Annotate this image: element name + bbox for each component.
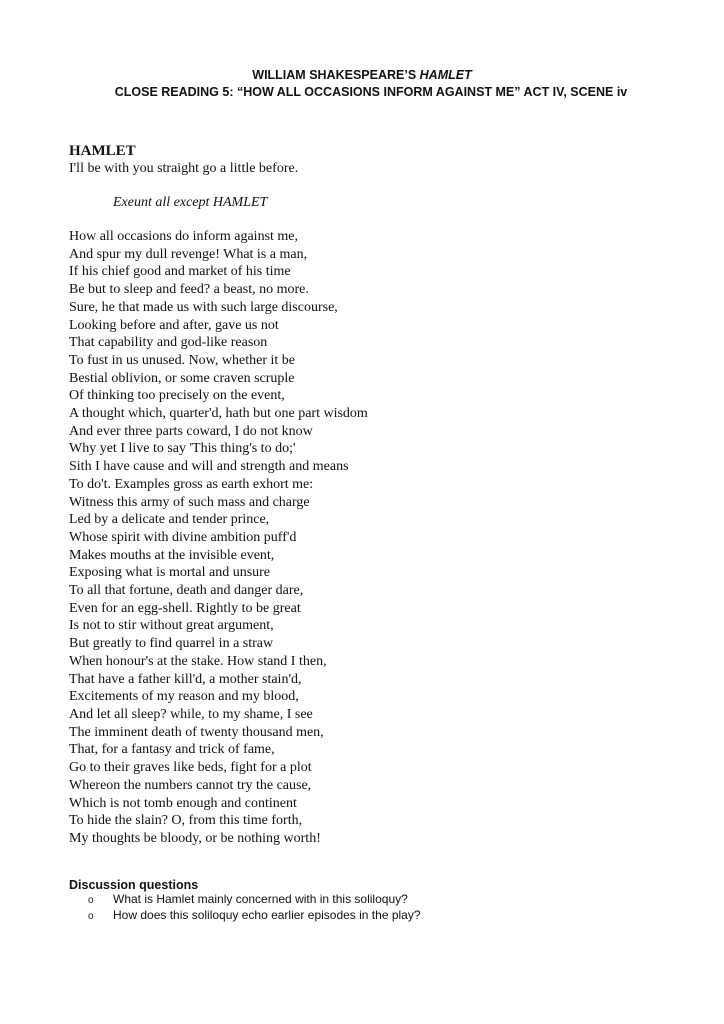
header-subtitle: CLOSE READING 5: “HOW ALL OCCASIONS INFORM AGAINST ME” ACT IV, SCENE iv: [114, 85, 628, 99]
discussion-question: [88, 908, 421, 924]
verse-line: To do't. Examples gross as earth exhort me:: [69, 476, 314, 492]
verse-line: That capability and god-like reason: [69, 335, 268, 351]
discussion-question: [88, 892, 421, 908]
stage-direction: Exeunt all except HAMLET: [113, 195, 268, 210]
verse-line: Go to their graves like beds, fight for a plot: [69, 760, 312, 776]
verse-line: The imminent death of twenty thousand men,: [69, 724, 324, 740]
header-title-line: [0, 67, 724, 84]
opening-line: I'll be with you straight go a little before.: [69, 161, 299, 176]
verse-line: Excitements of my reason and my blood,: [69, 689, 299, 705]
verse-line: Whose spirit with divine ambition puff'd: [69, 529, 297, 545]
verse-line: To hide the slain? O, from this time forth,: [69, 813, 303, 829]
question-text: How does this soliloquy echo earlier episodes in the play?: [113, 908, 421, 922]
verse-line: When honour's at the stake. How stand I then,: [69, 653, 327, 669]
verse-line: And spur my dull revenge! What is a man,: [69, 246, 308, 262]
soliloquy-verse: [69, 228, 368, 848]
verse-line: How all occasions do inform against me,: [69, 229, 299, 244]
verse-line: Bestial oblivion, or some craven scruple: [69, 370, 295, 386]
verse-line: And let all sleep? while, to my shame, I see: [69, 706, 313, 722]
verse-line: Which is not tomb enough and continent: [69, 795, 297, 811]
verse-line: Witness this army of such mass and charge: [69, 494, 310, 510]
verse-line: Makes mouths at the invisible event,: [69, 547, 275, 563]
verse-line: Be but to sleep and feed? a beast, no more.: [69, 282, 309, 298]
hollow-bullet-icon: o: [88, 911, 94, 922]
verse-line: Led by a delicate and tender prince,: [69, 512, 270, 528]
discussion-heading: Discussion questions: [69, 878, 199, 892]
verse-line: My thoughts be bloody, or be nothing worth!: [69, 830, 321, 846]
verse-line: That, for a fantasy and trick of fame,: [69, 742, 275, 758]
verse-line: If his chief good and market of his time: [69, 264, 291, 280]
hollow-bullet-icon: o: [88, 895, 94, 906]
question-text: What is Hamlet mainly concerned with in this soliloquy?: [113, 892, 408, 906]
verse-line: To fust in us unused. Now, whether it be: [69, 352, 295, 368]
verse-line: That have a father kill'd, a mother stain'd,: [69, 671, 302, 687]
verse-line: Of thinking too precisely on the event,: [69, 388, 285, 404]
discussion-question-list: [88, 892, 421, 924]
verse-line: Sure, he that made us with such large discourse,: [69, 299, 338, 315]
verse-line: Why yet I live to say 'This thing's to do;': [69, 441, 296, 457]
header-author: WILLIAM SHAKESPEARE’S: [252, 68, 420, 82]
verse-line: Sith I have cause and will and strength and means: [69, 459, 349, 475]
verse-line: And ever three parts coward, I do not know: [69, 423, 313, 439]
verse-line: Looking before and after, gave us not: [69, 317, 279, 333]
verse-line: Is not to stir without great argument,: [69, 618, 274, 634]
document-header: [0, 67, 724, 101]
verse-line: To all that fortune, death and danger dare,: [69, 583, 304, 599]
speaker-name: HAMLET: [69, 143, 136, 159]
verse-line: Even for an egg-shell. Rightly to be great: [69, 600, 301, 616]
verse-line: Whereon the numbers cannot try the cause,: [69, 777, 312, 793]
verse-line: A thought which, quarter'd, hath but one part wisdom: [69, 406, 368, 422]
verse-line: Exposing what is mortal and unsure: [69, 565, 271, 581]
verse-line: But greatly to find quarrel in a straw: [69, 636, 274, 652]
header-play-title: HAMLET: [419, 68, 472, 82]
